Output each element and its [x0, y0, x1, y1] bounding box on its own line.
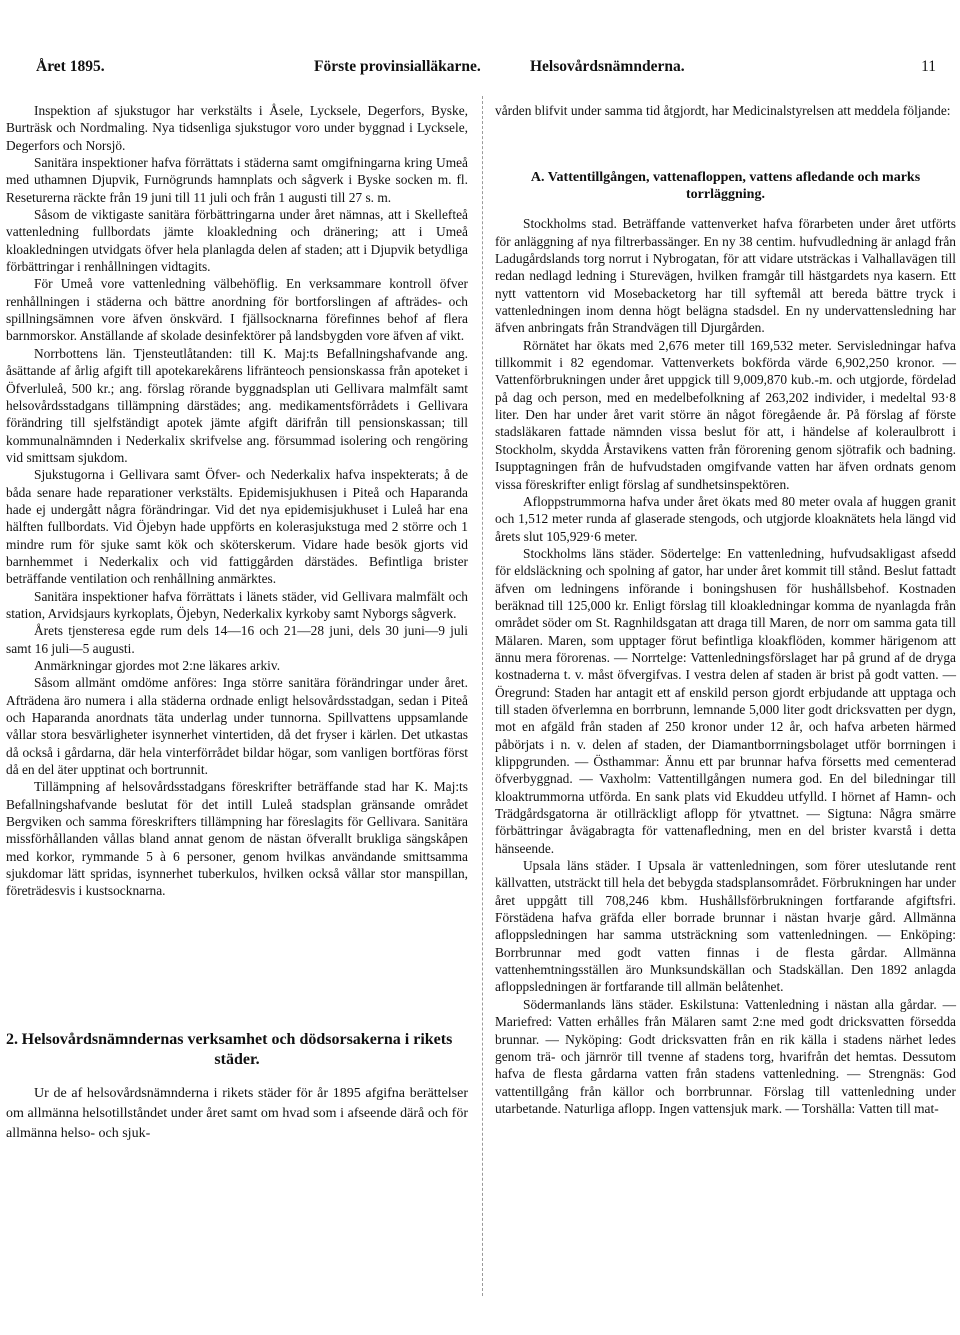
column-divider	[482, 96, 483, 1296]
subheading: A. Vattentillgången, vattenafloppen, vattens afledande och marks torrläggning.	[530, 170, 921, 203]
paragraph: Rörnätet har ökats med 2,676 meter till 169,532 meter. Servisledningar hafva tillkommit i 82 egendomar. Vattenverkets bokförda värde 6,902,250 kronor. — Vattenförbrukningen under året uppgick till 9,009,870 kub.-m. och utgjorde, fördelad på dag och person, med en medelbefolkning af 263,202 individer, i medeltal 93·8 liter. Den har under året varit större än något föregående år. På förslag af förste stadsläkaren fattade nämnden vissa beslut för att, i händelse af koleraulbrott i Stockholm, skydda Årstavikens vatten från förorening genom sjötrafik och badning. Isupptagningen från de hufvudstaden omgifvande vatten har äfven ordnats genom vissa föreskrifter enligt förslag af sundhetsinspektören.	[495, 337, 956, 492]
paragraph: Upsala läns städer. I Upsala är vattenledningen, som förer uteslutande rent källvatten, utsträckt till hela det bebygda stadsplansområdet. Förbrukningen har under året uppgått till 708,246 kbm. Hushållsförbrukningen fortfarande afgiftsfri. Förstädena hafva gräfda eller borrade brunnar i nästan hvarje gård. Allmänna afloppsledningen har samma utsträckning som vattenledningen. — Enköping: Borrbrunnar med godt vatten finnas i de flesta gårdar. Allmänna vattenhemtningsställen äro Munksundskällan och Stadskällan. Den 1892 anlagda afloppsledningen är fortfarande till allmän belåtenhet.	[495, 858, 956, 995]
paragraph: Norrbottens län. Tjensteutlåtanden: till K. Maj:ts Befallningshafvande ang. åsättande af årlig afgift till apotekarekårens lifränteoch pensionskassa från apoteket i Öfverluleå, 500 kr.; ang. förslag rörande byggnadsplan uti Gellivara malmfält samt helsovårdsstadgans tillämpning därstädes; ang. medikamentsförrådets i Gellivara förändring till sjelfständigt apotek jämte afgift därifrån till pensionskassan; till kommunalnämnden i Nederkalix skrifvelse ang. försummad isolering och rengöring vid smittsam sjukdom.	[6, 345, 468, 465]
paragraph: Stockholms stad. Beträffande vattenverket hafva förarbeten under året utförts för anläggning af nya filtrerbassänger. En ny 38 centim. hufvudledning är anlagd från Ladugårdslands torg norrut i Nybrogatan, för att vidare utsträckas i Valhallavägen till redan nedlagd ledning i Sturevägen, hvilken framgår till hästgardets nya kasern. Ett nytt vattentorn vid Mosebacketorg har till syftemål att bereda bättre tryck i vattenledningen inom denna högt belägna stadsdel. En ny undervattensledning har äfven anbringats från Strandvägen till Djurgården.	[495, 216, 956, 336]
header-section: Förste provinsialläkarne.	[314, 58, 481, 75]
right-column	[495, 102, 956, 1117]
paragraph: För Umeå vore vattenledning välbehöflig. En verksammare kontroll öfver renhållningen i städerna och bättre anordning för bortforslingen af afträdes- och spillningsämnen vore äfven önskvärd. I fjällsocknarna förefinnes behof af flera barnmorskor. Anställande af skolade desinfektörer på landsbygden vore äfven af vikt.	[6, 276, 468, 344]
paragraph: Inspektion af sjukstugor har verkstälts i Åsele, Lycksele, Degerfors, Byske, Burträsk och Nordmaling. Nya tidsenliga sjukstugor voro under byggnad i Lycksele, Degerfors och Norsjö.	[6, 103, 468, 153]
page-header	[36, 58, 936, 82]
paragraph: Stockholms läns städer. Södertelge: En vattenledning, hufvudsakligast afsedd för eldsläckning och spolning af gator, har under året kommit till stånd. Beslut fattadt äfven om ledningens införande i boningshusen för hushållsbehof. Kostnaden beräknad till 125,000 kr. Enligt förslag till kloakledningar komma de nyanlagda från området söder om St. Ragnhildsgatan att draga till Maren, de norr om samma gata till Mälaren. Maren, som upptager förut befintliga kloakflöden, kommer härigenom att ännu mera förorenas. — Norrtelge: Vattenledningsförslaget har på grund af de dryga kostnaderna t. v. måst öfvergifvas. I vestra delen af staden är brist på godt vatten. — Öregrund: Staden har antagit ett af enskild person gjordt erbjudande att upptaga och till staden öfverlemna en borrbrunn, lemnande 5,000 liter godt dricksvatten per dygn, mot en afgäld från staden af 250 kronor under 12 år, och hafva arbeten härmed påbörjats i n. v. delen af staden, der Diamantborrningsbolaget utför borrningen i klippgrunden. — Östhammar: Ännu ett par brunnar hafva försetts med cementerad öfverbyggnad. — Vaxholm: Vattentillgången numera god. En del biledningar till kloaktrummorna utförda. En sank plats vid Ekuddeu utfylld. I hörnet af Hamn- och Trädgårdsgatorna är otillräckligt aflopp för ytvattnet. — Sigtuna: Några smärre förbättringar åvägabragta för vattenafledning, men en del brister kvarstå i detta hänseende.	[495, 545, 956, 856]
paragraph: Tillämpning af helsovårdsstadgans föreskrifter beträffande stad har K. Maj:ts Befallningshafvande beslutat för det intill Luleå stadsplan gränsande området Bergviken och samma föreskrifters tillämpning har föreslagits för Gellivara. Sanitära missförhållanden vållas bland annat genom de nästan öfverallt brukliga sängskåpen med korkor, rymmande 5 à 6 personer, genom hvilkas användande smittsamma sjukdomar lätt spridas, isynnerhet tuberkulos, hvilken också vållar stor manspillan, företrädesvis i kustsocknarna.	[6, 779, 468, 899]
section-number: 2.	[6, 1030, 18, 1048]
left-column	[6, 102, 468, 1144]
paragraph: Sanitära inspektioner hafva förrättats i länets städer, vid Gellivara malmfält och station, Arvidsjaurs kyrkoplats, Öjebyn, Nederkalix kyrkoby samt Nyborgs sågverk.	[6, 588, 468, 621]
paragraph: Årets tjensteresa egde rum dels 14—16 och 21—28 juni, dels 30 juni—9 juli samt 16 juli—5 augusti.	[6, 623, 468, 656]
header-subsection: Helsovårdsnämnderna.	[530, 58, 685, 75]
paragraph: Anmärkningar gjordes mot 2:ne läkares arkiv.	[34, 658, 281, 673]
section-heading	[6, 1030, 468, 1070]
section-title: Helsovårdsnämndernas verksamhet och dödsorsakerna i rikets städer.	[21, 1030, 453, 1068]
page-number: 11	[921, 58, 936, 75]
paragraph: Afloppstrummorna hafva under året ökats med 80 meter ovala af huggen granit och 1,512 meter runda af glaserade stengods, och utgjorde kloaknätets hela längd vid årets slut 105,929·6 meter.	[495, 493, 956, 544]
paragraph: Sjukstugorna i Gellivara samt Öfver- och Nederkalix hafva inspekterats; å de båda senare hade reparationer verkstälts. Epidemisjukhusen i Piteå och Haparanda hade ej undergått några förändringar. Vid det nya epidemisjukhuset i Luleå har ena hälften fullbordats. Vid Öjebyn hade uppförts en kolerasjukstuga med 2 större och 1 mindre rum för sjuke samt kök och sköterskerum. Vidare hade besök gjorts vid barnhemmet i Nederkalix och vid fattiggården därstädes. Befintliga brister beträffande ventilation och renhållning anmärktes.	[6, 467, 468, 587]
paragraph: Södermanlands läns städer. Eskilstuna: Vattenledning i nästan alla gårdar. — Mariefred: Vatten erhålles från Mälaren samt 2:ne med godt dricksvatten försedda brunnar. — Nyköping: Godt dricksvatten från en rik källa i stadens närhet ledes genom trä- och järnrör till tvenne af stadens torg, hvarifrån det hemtas. Dessutom hafva de flesta gårdarna vatten från stadens vattenledning. — Strengnäs: God vattentillgång från källor och borrbrunnar. Förslag till vattenledning under utarbetande. Naturliga aflopp. Ingen vattensjuk mark. — Torshälla: Vatten till mat-	[495, 996, 956, 1116]
paragraph: Såsom allmänt omdöme anföres: Inga större sanitära förändringar under året. Afträdena äro numera i alla städerna ordnade enligt helsovårdsstadgan, sedan i Piteå och Haparanda anordnats täta underlag under tunnorna. Spillvattens uppsamlande vållar stora besvärligheter isynnerhet vintertiden, då det fryser i kärlen. Det utkastas då också i gårdarna, där hela vinterförrådet bildar högar, som vanligen bortföras först då en del äter upptinat och bortrunnit.	[6, 675, 468, 778]
section-intro: Ur de af helsovårdsnämnderna i rikets städer för år 1895 afgifna berättelser om allmänna helsotillståndet under året samt om hvad som i afseende därå och för allmänna helso- och sjuk-	[6, 1085, 468, 1141]
header-year: Året 1895.	[36, 58, 105, 75]
paragraph: Såsom de viktigaste sanitära förbättringarna under året nämnas, att i Skellefteå vattenledning fullbordats jämte kloakledning och dränering; att i Umeå kloakledningen utvidgats öfver hela planlagda delen af staden; att i Djupvik betydliga förbättringar i renhållningen vidtagits.	[6, 207, 468, 275]
paragraph: vården blifvit under samma tid åtgjordt, har Medicinalstyrelsen att meddela följande:	[495, 103, 951, 118]
paragraph: Sanitära inspektioner hafva förrättats i städerna samt omgifningarna kring Umeå med uthamnen Djupvik, Furnögrunds hamnplats och sågverk i Byske socken m. fl. Reseturerna räckte från 19 juni till 11 juli och från 1 augusti till 27 s. m.	[6, 155, 468, 205]
